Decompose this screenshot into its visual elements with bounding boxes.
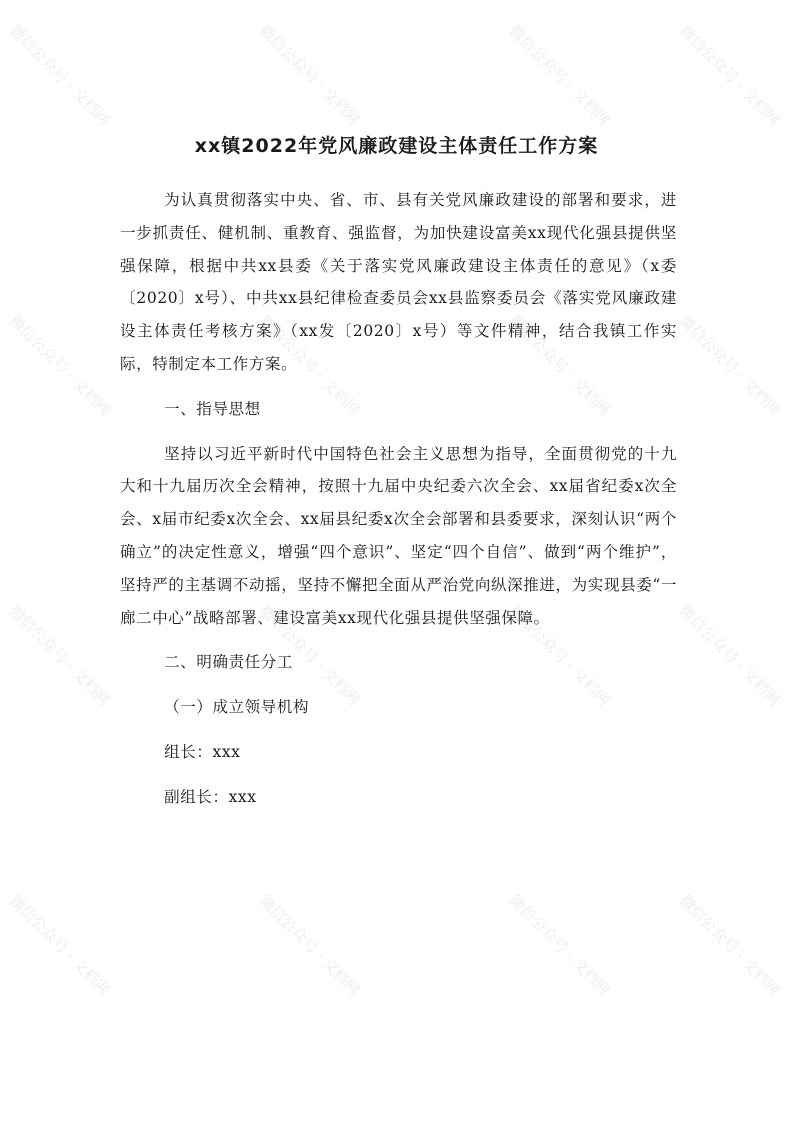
watermark: 微信公众号 · 文档网 bbox=[505, 891, 614, 1000]
watermark: 微信公众号 · 文档网 bbox=[5, 311, 114, 420]
watermark: 微信公众号 · 文档网 bbox=[505, 21, 614, 130]
section-heading-responsibilities: 二、明确责任分工 bbox=[164, 653, 293, 672]
watermark: 微信公众号 · 文档网 bbox=[255, 311, 364, 420]
document-body bbox=[120, 184, 677, 814]
subsection-heading-leadership: （一）成立领导机构 bbox=[164, 698, 310, 717]
watermark: 微信公众号 · 文档网 bbox=[255, 21, 364, 130]
watermark: 微信公众号 · 文档网 bbox=[675, 891, 784, 1000]
watermark: 微信公众号 · 文档网 bbox=[5, 891, 114, 1000]
intro-paragraph: 为认真贯彻落实中央、省、市、县有关党风廉政建设的部署和要求，进一步抓责任、健机制、重教育、强监督，为加快建设富美xx现代化强县提供坚强保障，根据中共xx县委《关于落实党风廉政建设主体责任的意见》（x委〔2020〕x号）、中共xx县纪律检查委员会xx县监察委员会《落实党风廉政建设主体责任考核方案》（xx发〔2020〕x号）等文件精神，结合我镇工作实际，特制定本工作方案。 bbox=[120, 191, 677, 373]
watermark: 微信公众号 · 文档网 bbox=[675, 21, 784, 130]
watermark: 微信公众号 · 文档网 bbox=[255, 601, 364, 710]
watermark: 微信公众号 · 文档网 bbox=[505, 311, 614, 420]
group-leader-line: 组长：xxx bbox=[164, 742, 241, 761]
watermark: 微信公众号 · 文档网 bbox=[675, 311, 784, 420]
watermark: 微信公众号 · 文档网 bbox=[675, 601, 784, 710]
document-title: xx镇2022年党风廉政建设主体责任工作方案 bbox=[194, 135, 599, 157]
watermark: 微信公众号 · 文档网 bbox=[5, 601, 114, 710]
watermark: 微信公众号 · 文档网 bbox=[255, 891, 364, 1000]
guiding-ideology-paragraph: 坚持以习近平新时代中国特色社会主义思想为指导，全面贯彻党的十九大和十九届历次全会精神，按照十九届中央纪委六次全会、xx届省纪委x次全会、x届市纪委x次全会、xx届县纪委x次全会部署和县委要求，深刻认识“两个确立”的决定性意义，增强“四个意识”、坚定“四个自信”、做到“两个维护”，坚持严的主基调不动摇，坚持不懈把全面从严治党向纵深推进，为实现县委“一廊二中心”战略部署、建设富美xx现代化强县提供坚强保障。 bbox=[120, 444, 677, 627]
deputy-leader-line: 副组长：xxx bbox=[164, 787, 257, 806]
watermark: 微信公众号 · 文档网 bbox=[5, 21, 114, 130]
section-heading-guiding-ideology: 一、指导思想 bbox=[164, 399, 261, 418]
watermark: 微信公众号 · 文档网 bbox=[505, 601, 614, 710]
